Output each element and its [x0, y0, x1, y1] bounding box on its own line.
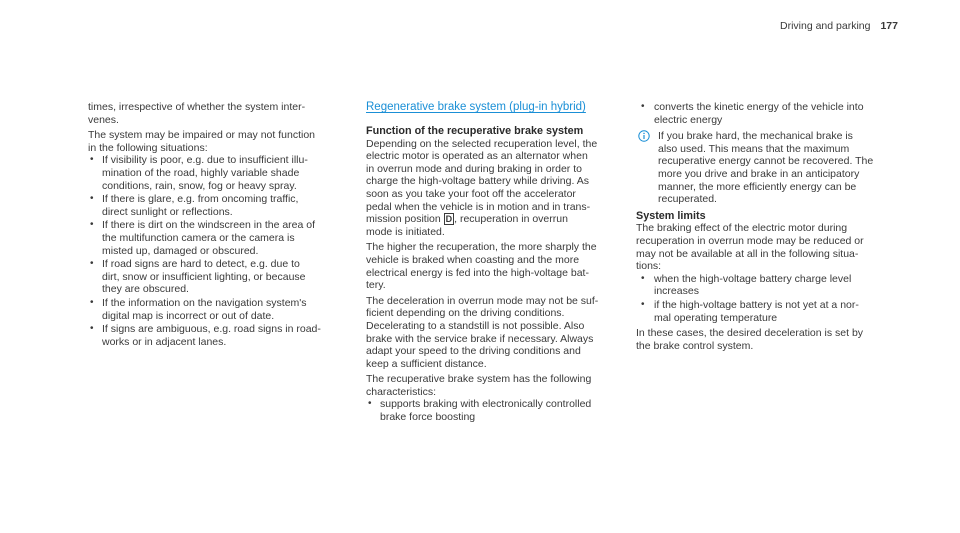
- list-item: [636, 273, 896, 298]
- recuperation-paragraph: [366, 241, 628, 291]
- characteristics-intro: [366, 373, 628, 398]
- text-line: keep a sufficient distance.: [366, 357, 487, 370]
- text-line: recuperation in overrun mode may be reduced or: [636, 234, 864, 247]
- intro-paragraph: times, irrespective of whether the system inter- venes.: [88, 101, 306, 126]
- bullet-icon: •: [90, 154, 94, 166]
- list-item-line: if the high-voltage battery is not yet at a nor-: [654, 298, 859, 311]
- text-line: Depending on the selected recuperation level, the: [366, 137, 598, 150]
- text-line: more you drive and brake in an anticipatory: [658, 167, 860, 180]
- text-line: pedal when the vehicle is in motion and in trans-: [366, 200, 591, 213]
- list-item: [88, 193, 350, 218]
- bullet-icon: •: [641, 272, 645, 284]
- page-number: 177: [880, 20, 898, 32]
- list-item-line: mal operating temperature: [654, 311, 778, 324]
- characteristics-list-continued: [636, 101, 896, 126]
- bullet-icon: •: [641, 298, 645, 310]
- drive-position-key: D: [445, 214, 453, 225]
- bullet-icon: •: [368, 398, 372, 410]
- list-item-line: supports braking with electronically controlled: [380, 398, 592, 411]
- list-item-line: digital map is incorrect or out of date.: [102, 309, 275, 322]
- function-paragraph: Depending on the selected recuperation level, the electric motor is operated as an alternator when in overrun mode and during braking in order to charge the high-voltage battery while driving. As soon as you take your foot off the accelerator pedal when the vehicle is in motion and in trans- mission position D , recuperation in overrun mode is initiated.: [366, 137, 598, 238]
- text-line: The braking effect of the electric motor during: [636, 222, 848, 235]
- list-item-line: If visibility is poor, e.g. due to insufficient illu-: [102, 154, 308, 167]
- list-item: [88, 219, 350, 257]
- list-item-line: works or in adjacent lanes.: [102, 335, 227, 348]
- info-icon: [638, 130, 650, 142]
- text-line: The higher the recuperation, the more sharply the: [366, 241, 597, 254]
- text-line: electric motor is operated as an alternator when: [366, 150, 588, 163]
- section-title: Regenerative brake system (plug-in hybrid): [366, 101, 586, 113]
- list-item: [88, 297, 350, 322]
- list-item: [88, 154, 350, 192]
- list-item-line: If signs are ambiguous, e.g. road signs in road-: [102, 323, 321, 336]
- list-item: [88, 323, 350, 348]
- text-line: tery.: [366, 279, 386, 292]
- list-item-line: If there is glare, e.g. from oncoming traffic,: [102, 193, 299, 206]
- list-item-line: when the high-voltage battery charge level: [654, 272, 852, 285]
- text-line: soon as you take your foot off the accelerator: [366, 187, 576, 200]
- subheading-function: Function of the recuperative brake system: [366, 125, 584, 137]
- text-line: charge the high-voltage battery while driving. As: [366, 175, 589, 188]
- list-item-line: converts the kinetic energy of the vehicle into: [654, 101, 864, 113]
- list-item-line: mination of the road, highly variable shade: [102, 166, 300, 179]
- info-note-text: [658, 130, 896, 206]
- text-line: characteristics:: [366, 385, 437, 398]
- list-item-line: conditions, rain, snow, fog or heavy spray.: [102, 179, 297, 192]
- text-line: recuperated.: [658, 193, 717, 206]
- bullet-icon: •: [90, 193, 94, 205]
- column-middle: [366, 101, 628, 427]
- text-line: tions:: [636, 260, 662, 273]
- text-line: manner, the more efficiently energy can be: [658, 180, 857, 193]
- text-line: recuperative energy cannot be recovered. The: [658, 155, 874, 168]
- list-item-line: brake force boosting: [380, 411, 476, 424]
- list-item-line: dirt, snow or insufficient lighting, or because: [102, 270, 306, 283]
- list-item: [636, 299, 896, 324]
- text-line: If you brake hard, the mechanical brake is: [658, 130, 853, 143]
- text-line: brake with the service brake if necessary. Always: [366, 332, 594, 345]
- text-line: adapt your speed to the driving conditions and: [366, 345, 581, 358]
- text-line: may not be available at all in the following situa-: [636, 247, 859, 260]
- deceleration-paragraph: [366, 295, 628, 371]
- text-line: vehicle is braked when coasting and the more: [366, 253, 580, 266]
- text-line: Decelerating to a standstill is not possible. Also: [366, 319, 585, 332]
- limits-paragraph: [636, 222, 896, 272]
- bullet-icon: •: [90, 219, 94, 231]
- list-item-line: they are obscured.: [102, 283, 189, 296]
- list-item-line: the multifunction camera or the camera is: [102, 231, 295, 244]
- characteristics-list: [366, 398, 628, 423]
- limits-list: [636, 273, 896, 324]
- bullet-icon: •: [90, 258, 94, 270]
- list-item-line: If there is dirt on the windscreen in the area of: [102, 219, 316, 232]
- list-item-line: electric energy: [654, 113, 723, 126]
- text-line: The deceleration in overrun mode may not be suf-: [366, 294, 599, 307]
- list-item-line: increases: [654, 285, 699, 298]
- list-item: [88, 258, 350, 296]
- list-item-line: If road signs are hard to detect, e.g. due to: [102, 258, 300, 271]
- text-line: the brake control system.: [636, 339, 754, 352]
- bullet-icon: •: [90, 323, 94, 335]
- column-left: [88, 101, 350, 351]
- info-note: [636, 130, 896, 206]
- text-line: The recuperative brake system has the following: [366, 373, 592, 386]
- bullet-icon: •: [641, 101, 645, 112]
- column-right: [636, 101, 896, 355]
- list-item: [366, 398, 628, 423]
- text-line: ficient depending on the driving conditions.: [366, 307, 565, 320]
- page-header: [780, 20, 898, 32]
- limits-conclusion: [636, 327, 896, 352]
- text-line: electrical energy is fed into the high-voltage bat-: [366, 266, 589, 279]
- text-line: In these cases, the desired deceleration is set by: [636, 327, 864, 340]
- list-item-line: If the information on the navigation system's: [102, 296, 307, 309]
- bullet-icon: •: [90, 296, 94, 308]
- section-label: Driving and parking: [780, 20, 871, 32]
- text-line: in overrun mode and during braking in order to: [366, 162, 582, 175]
- list-item-line: direct sunlight or reflections.: [102, 205, 233, 218]
- text-line: also used. This means that the maximum: [658, 142, 850, 155]
- list-item: [636, 101, 896, 126]
- subheading-system-limits: System limits: [636, 209, 706, 222]
- list-item-line: misted up, damaged or obscured.: [102, 244, 259, 257]
- situations-intro: The system may be impaired or may not function in the following situations:: [88, 129, 316, 154]
- situations-list: [88, 154, 350, 348]
